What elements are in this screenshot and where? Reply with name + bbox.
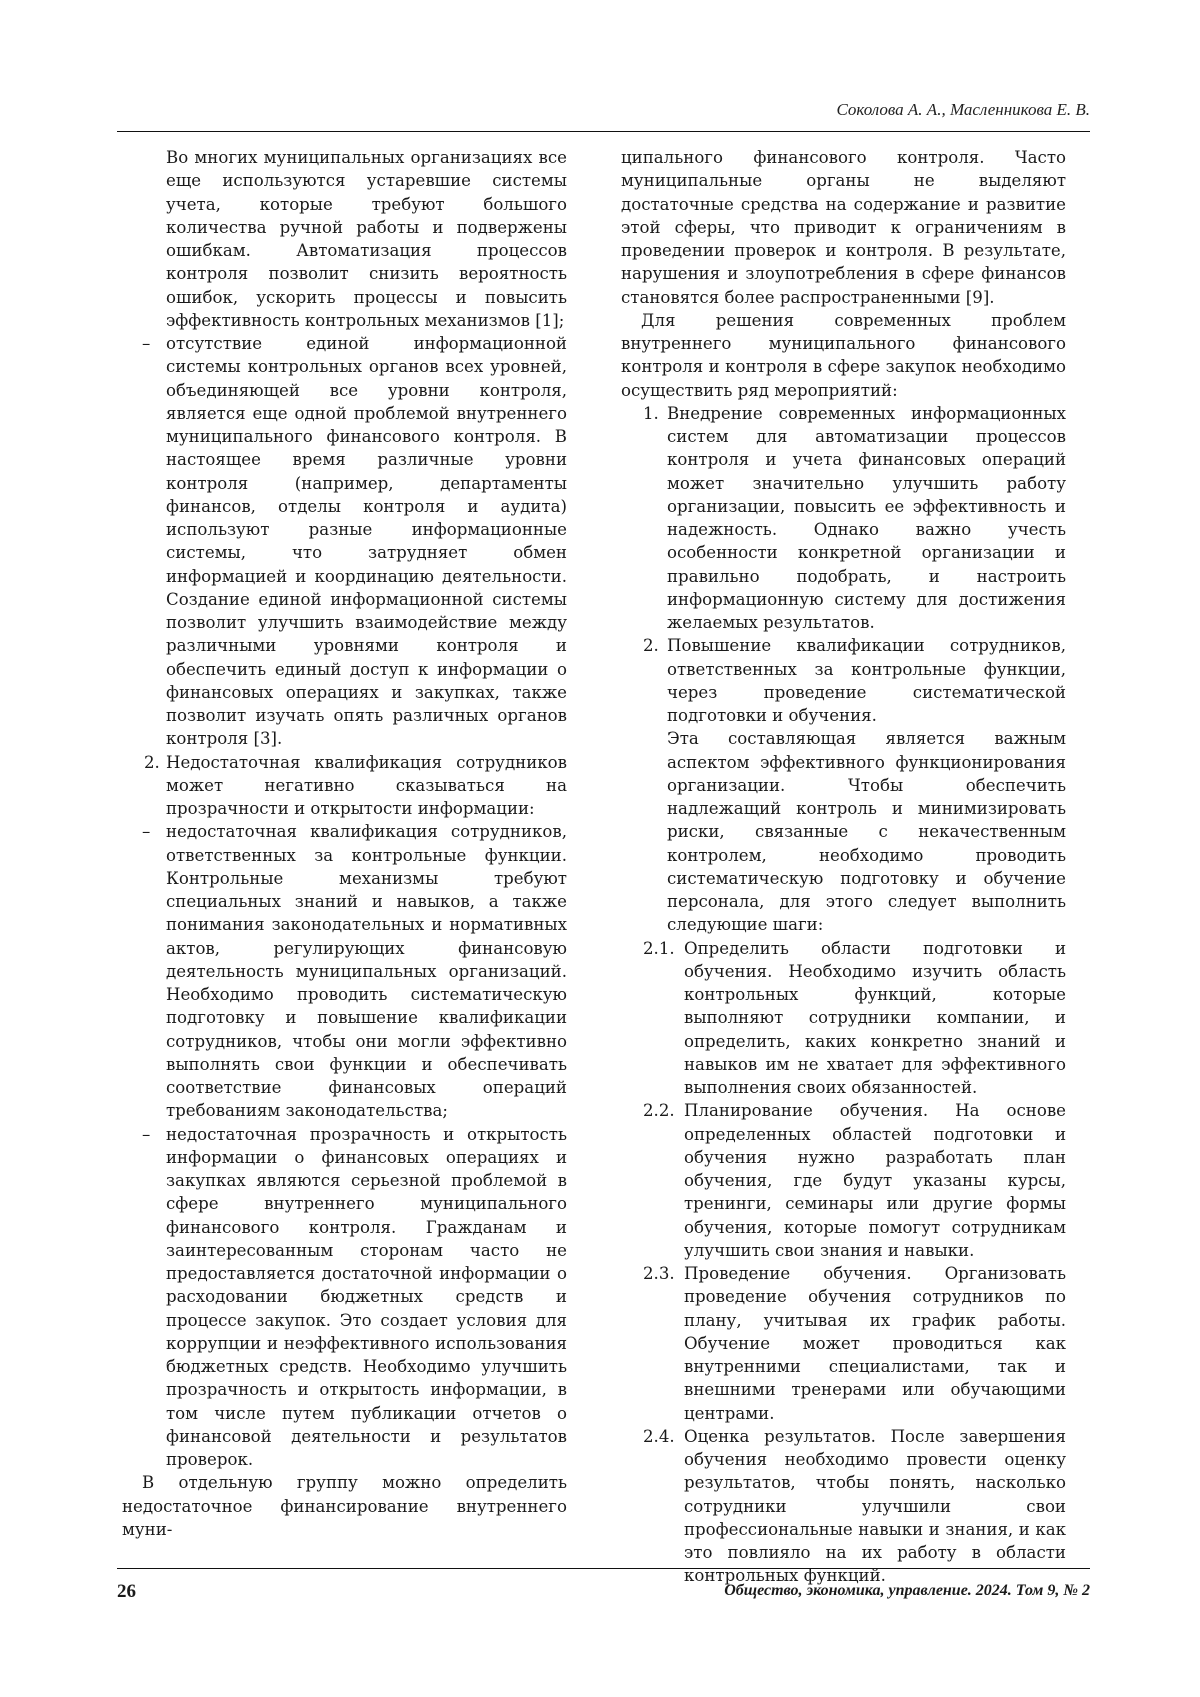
paragraph-continuation: Во многих муниципальных организациях все еще используются устаревшие системы учета, которые требуют большого количества ручной работы и подвержены ошибкам. Автоматизация процессов контроля позволит снизить вероятность ошибок, ускорить процессы и повысить эффективность контрольных механизмов [1]; bbox=[166, 148, 567, 330]
bullet-marker: – bbox=[142, 1124, 151, 1144]
bullet-text: отсутствие единой информационной системы контрольных органов всех уровней, объединяющей все уровни контроля, является еще одной проблемой внутреннего муниципального финансового контроля. В настоящее время различные уровни контроля (например, департаменты финансов, отделы контроля и аудита) используют разные информационные системы, что затрудняет обмен информацией и координацию деятельности. Создание единой информационной системы позволит улучшить взаимодействие между различными уровнями контроля и обеспечить единый доступ к информации о финансовых операциях и закупках, также позволит изучать опять различных органов контроля [3]. bbox=[166, 334, 567, 749]
left-column bbox=[122, 146, 567, 1541]
journal-citation: Общество, экономика, управление. 2024. Том 9, № 2 bbox=[724, 1582, 1090, 1599]
bullet-marker: – bbox=[142, 334, 151, 353]
paragraph: В отдельную группу можно определить недостаточное финансирование внутреннего муни- bbox=[122, 1473, 567, 1539]
item-number: 2. bbox=[643, 636, 659, 656]
item-body-paragraph: Эта составляющая является важным аспектом эффективного функционирования организации. Чтобы обеспечить надлежащий контроль и минимизировать риски, связанные с некачественным контролем, необходимо проводить систематическую подготовку и обучение персонала, для этого следует выполнить следующие шаги: bbox=[667, 729, 1066, 935]
list-subitem bbox=[621, 937, 1066, 1100]
item-text: Внедрение современных информационных систем для автоматизации процессов контроля и учета финансовых операций может значительно улучшить работу организации, повысить ее эффективность и надежность. Однако важно учесть особенности конкретной организации и правильно подобрать, и настроить информационную систему для достижения желаемых результатов. bbox=[667, 403, 1066, 632]
list-item-numbered bbox=[122, 751, 567, 821]
list-item-bullet bbox=[122, 332, 567, 751]
item-text: Повышение квалификации сотрудников, ответственных за контрольные функции, через проведение систематической подготовки и обучения. bbox=[667, 636, 1066, 725]
footer-rule bbox=[117, 1568, 1090, 1569]
right-column bbox=[621, 146, 1066, 1588]
item-number: 1. bbox=[643, 403, 659, 423]
subitem-number: 2.3. bbox=[643, 1264, 675, 1283]
list-subitem bbox=[621, 1425, 1066, 1588]
item-number: 2. bbox=[144, 752, 160, 772]
list-item-numbered bbox=[621, 402, 1066, 635]
item-text: Недостаточная квалификация сотрудников может негативно сказываться на прозрачности и открытости информации: bbox=[166, 752, 567, 818]
list-item-bullet bbox=[122, 1123, 567, 1472]
running-header-authors: Соколова А. А., Масленникова Е. В. bbox=[836, 100, 1090, 119]
subitem-text: Планирование обучения. На основе определенных областей подготовки и обучения нужно разработать план обучения, где будут указаны курсы, тренинги, семинары или другие формы обучения, которые помогут сотрудникам улучшить свои знания и навыки. bbox=[684, 1101, 1066, 1260]
subitem-number: 2.1. bbox=[643, 938, 675, 958]
bullet-text: недостаточная квалификация сотрудников, ответственных за контрольные функции. Контрольные механизмы требуют специальных знаний и навыков, а также понимания законодательных и нормативных актов, регулирующих финансовую деятельность муниципальных организаций. Необходимо проводить систематическую подготовку и повышение квалификации сотрудников, чтобы они могли эффективно выполнять свои функции и обеспечивать соответствие финансовых операций требованиям законодательства; bbox=[166, 822, 567, 1121]
list-item-bullet bbox=[122, 820, 567, 1122]
paragraph-continuation: ципального финансового контроля. Часто муниципальные органы не выделяют достаточные средства на содержание и развитие этой сферы, что приводит к ограничениям в проведении проверок и контроля. В результате, нарушения и злоупотребления в сфере финансов становятся более распространенными [9]. bbox=[621, 148, 1066, 307]
bullet-marker: – bbox=[142, 822, 151, 842]
subitem-number: 2.4. bbox=[643, 1426, 675, 1446]
header-rule bbox=[117, 131, 1090, 132]
list-item-numbered bbox=[621, 634, 1066, 727]
bullet-text: недостаточная прозрачность и открытость информации о финансовых операциях и закупках являются серьезной проблемой в сфере внутреннего муниципального финансового контроля. Гражданам и заинтересованным сторонам часто не предоставляется достаточной информации о расходовании бюджетных средств и процессе закупок. Это создает условия для коррупции и неэффективного использования бюджетных средств. Необходимо улучшить прозрачность и открытость информации, в том числе путем публикации отчетов о финансовой деятельности и результатов проверок. bbox=[166, 1124, 567, 1469]
subitem-number: 2.2. bbox=[643, 1101, 675, 1121]
list-subitem bbox=[621, 1262, 1066, 1425]
list-subitem bbox=[621, 1099, 1066, 1262]
subitem-text: Определить области подготовки и обучения. Необходимо изучить область контрольных функций, которые выполняют сотрудники компании, и определить, каких конкретно знаний и навыков им не хватает для эффективного выполнения своих обязанностей. bbox=[684, 938, 1066, 1097]
page-number: 26 bbox=[117, 1581, 136, 1602]
subitem-text: Оценка результатов. После завершения обучения необходимо провести оценку результатов, чтобы понять, насколько сотрудники улучшили свои профессиональные навыки и знания, и как это повлияло на их работу в области контрольных функций. bbox=[684, 1426, 1066, 1586]
paragraph: Для решения современных проблем внутреннего муниципального финансового контроля и контроля в сфере закупок необходимо осуществить ряд мероприятий: bbox=[621, 310, 1066, 400]
subitem-text: Проведение обучения. Организовать проведение обучения сотрудников по плану, учитывая их график работы. Обучение может проводиться как внутренними специалистами, так и внешними тренерами или обучающими центрами. bbox=[684, 1264, 1066, 1423]
